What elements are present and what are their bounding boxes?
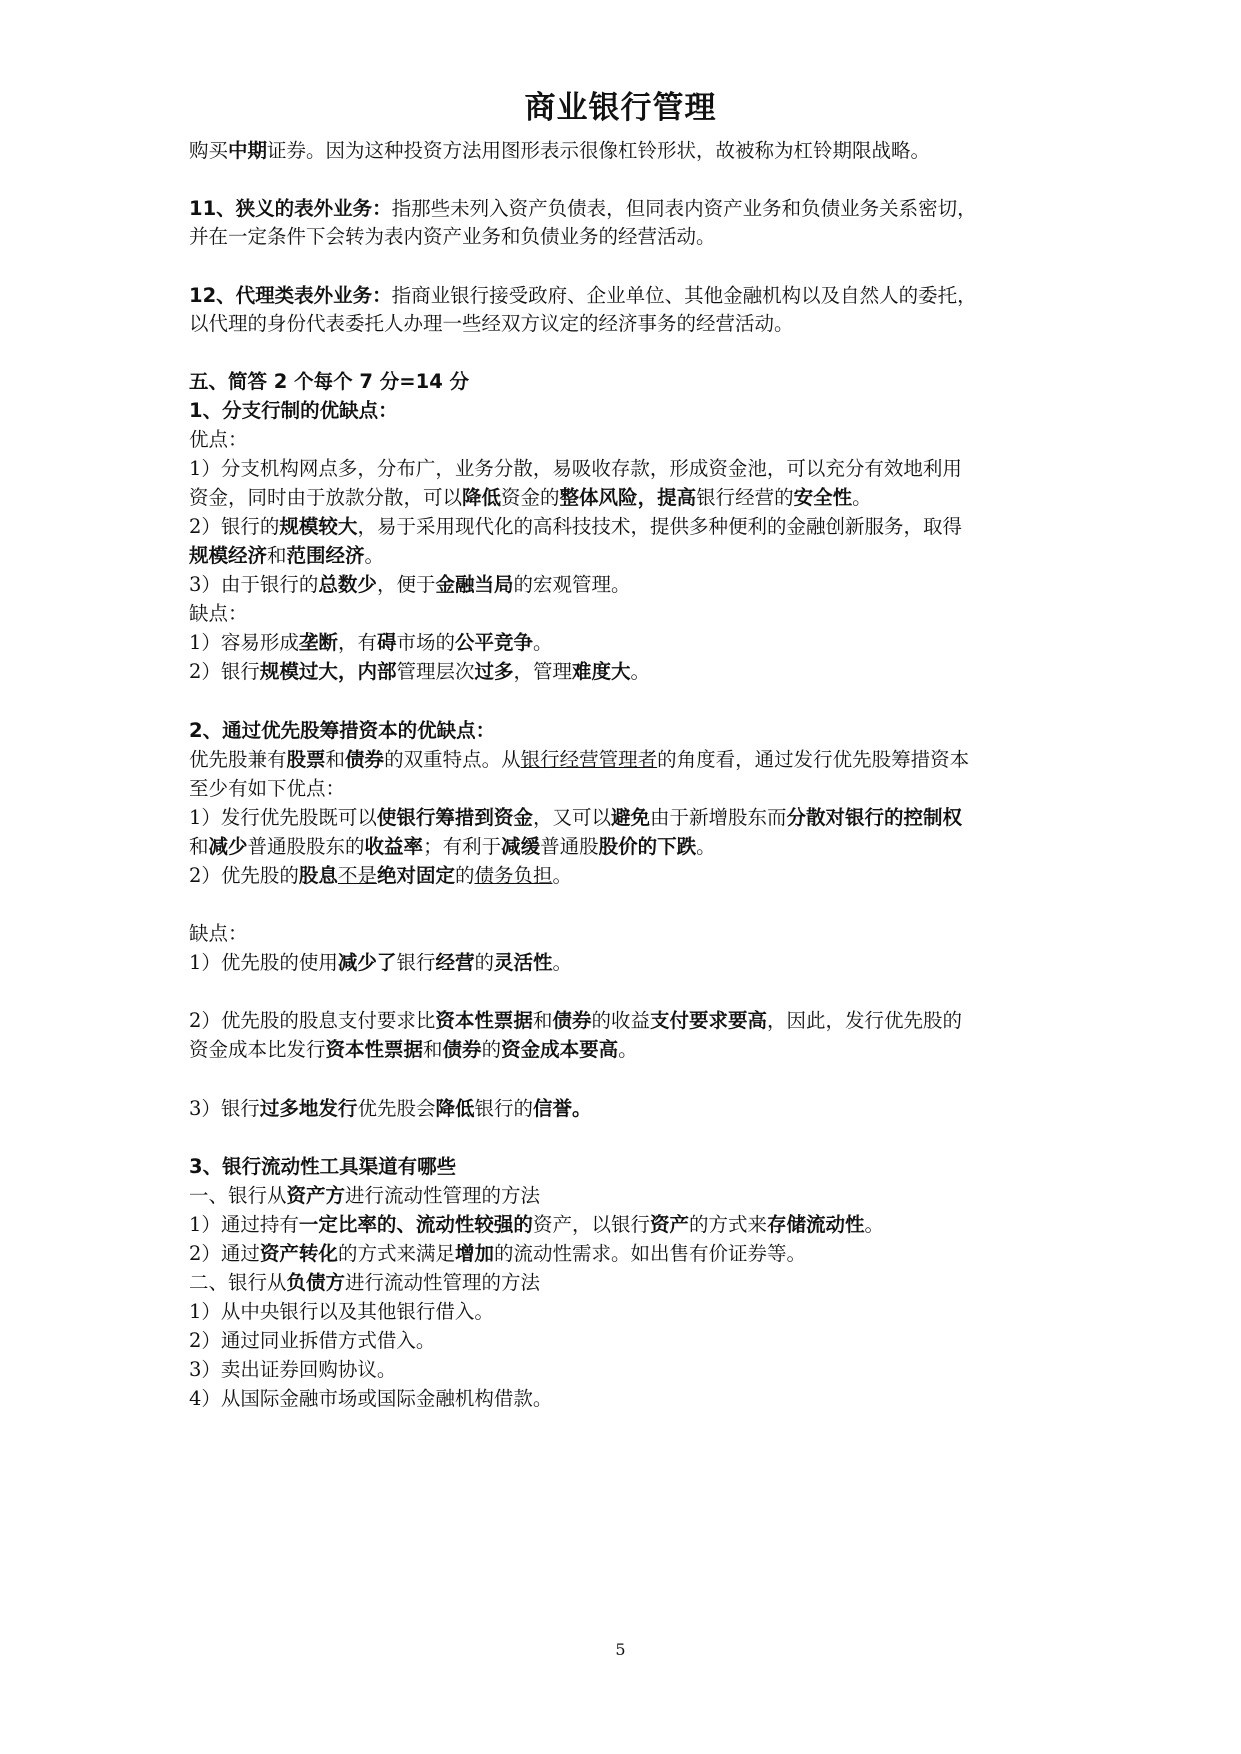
text-line: 1）从中央银行以及其他银行借入。 — [189, 1300, 494, 1323]
definition-11: 11、狭义的表外业务：指那些未列入资产负债表，但同表内资产业务和负债业务关系密切， — [189, 197, 977, 220]
text-line: 二、银行从负债方进行流动性管理的方法 — [189, 1271, 541, 1294]
text-line: 一、银行从资产方进行流动性管理的方法 — [189, 1184, 541, 1207]
text-line: 3）由于银行的总数少，便于金融当局的宏观管理。 — [189, 573, 631, 596]
text-line: 2）银行的规模较大，易于采用现代化的高科技技术，提供多种便利的金融创新服务，取得 — [189, 515, 962, 538]
text-line: 3）银行过多地发行优先股会降低银行的信誉。 — [189, 1097, 592, 1120]
text-line: 以代理的身份代表委托人办理一些经双方议定的经济事务的经营活动。 — [189, 312, 794, 335]
text-line: 优先股兼有股票和债券的双重特点。从银行经营管理者的角度看，通过发行优先股筹措资本 — [189, 748, 970, 771]
text-line: 资金，同时由于放款分散，可以降低资金的整体风险，提高银行经营的安全性。 — [189, 486, 872, 509]
text-line: 缺点： — [189, 922, 248, 945]
text-line: 1）容易形成垄断，有碍市场的公平竞争。 — [189, 631, 553, 654]
question-heading-2: 2、通过优先股筹措资本的优缺点： — [189, 719, 496, 742]
question-heading-3: 3、银行流动性工具渠道有哪些 — [189, 1155, 457, 1178]
page-title: 商业银行管理 — [524, 90, 717, 126]
text-line: 至少有如下优点： — [189, 777, 346, 800]
text-line: 规模经济和范围经济。 — [189, 544, 385, 567]
text-line: 4）从国际金融市场或国际金融机构借款。 — [189, 1387, 553, 1410]
text-line: 1）发行优先股既可以使银行筹措到资金，又可以避免由于新增股东而分散对银行的控制权 — [189, 806, 962, 829]
text-line: 1）通过持有一定比率的、流动性较强的资产，以银行资产的方式来存储流动性。 — [189, 1213, 885, 1236]
text-line: 缺点： — [189, 602, 248, 625]
text-line: 购买中期证券。因为这种投资方法用图形表示很像杠铃形状，故被称为杠铃期限战略。 — [189, 139, 931, 162]
text-line: 并在一定条件下会转为表内资产业务和负债业务的经营活动。 — [189, 225, 716, 248]
section-heading: 五、简答 2 个每个 7 分=14 分 — [189, 370, 470, 393]
definition-12: 12、代理类表外业务：指商业银行接受政府、企业单位、其他金融机构以及自然人的委托， — [189, 284, 977, 307]
page-number: 5 — [615, 1640, 626, 1659]
text-line: 2）通过资产转化的方式来满足增加的流动性需求。如出售有价证券等。 — [189, 1242, 806, 1265]
text-line: 资金成本比发行资本性票据和债券的资金成本要高。 — [189, 1038, 638, 1061]
text-line: 1）分支机构网点多，分布广，业务分散，易吸收存款，形成资金池，可以充分有效地利用 — [189, 457, 962, 480]
text-line: 3）卖出证券回购协议。 — [189, 1358, 397, 1381]
text-line: 2）银行规模过大，内部管理层次过多，管理难度大。 — [189, 660, 651, 683]
text-line: 和减少普通股股东的收益率；有利于减缓普通股股价的下跌。 — [189, 835, 716, 858]
text-line: 1）优先股的使用减少了银行经营的灵活性。 — [189, 951, 573, 974]
question-heading-1: 1、分支行制的优缺点： — [189, 399, 398, 422]
text-line: 2）优先股的股息支付要求比资本性票据和债券的收益支付要求要高，因此，发行优先股的 — [189, 1009, 963, 1032]
text-line: 2）优先股的股息不是绝对固定的债务负担。 — [189, 864, 573, 887]
text-line: 2）通过同业拆借方式借入。 — [189, 1329, 436, 1352]
text-line: 优点： — [189, 428, 248, 451]
